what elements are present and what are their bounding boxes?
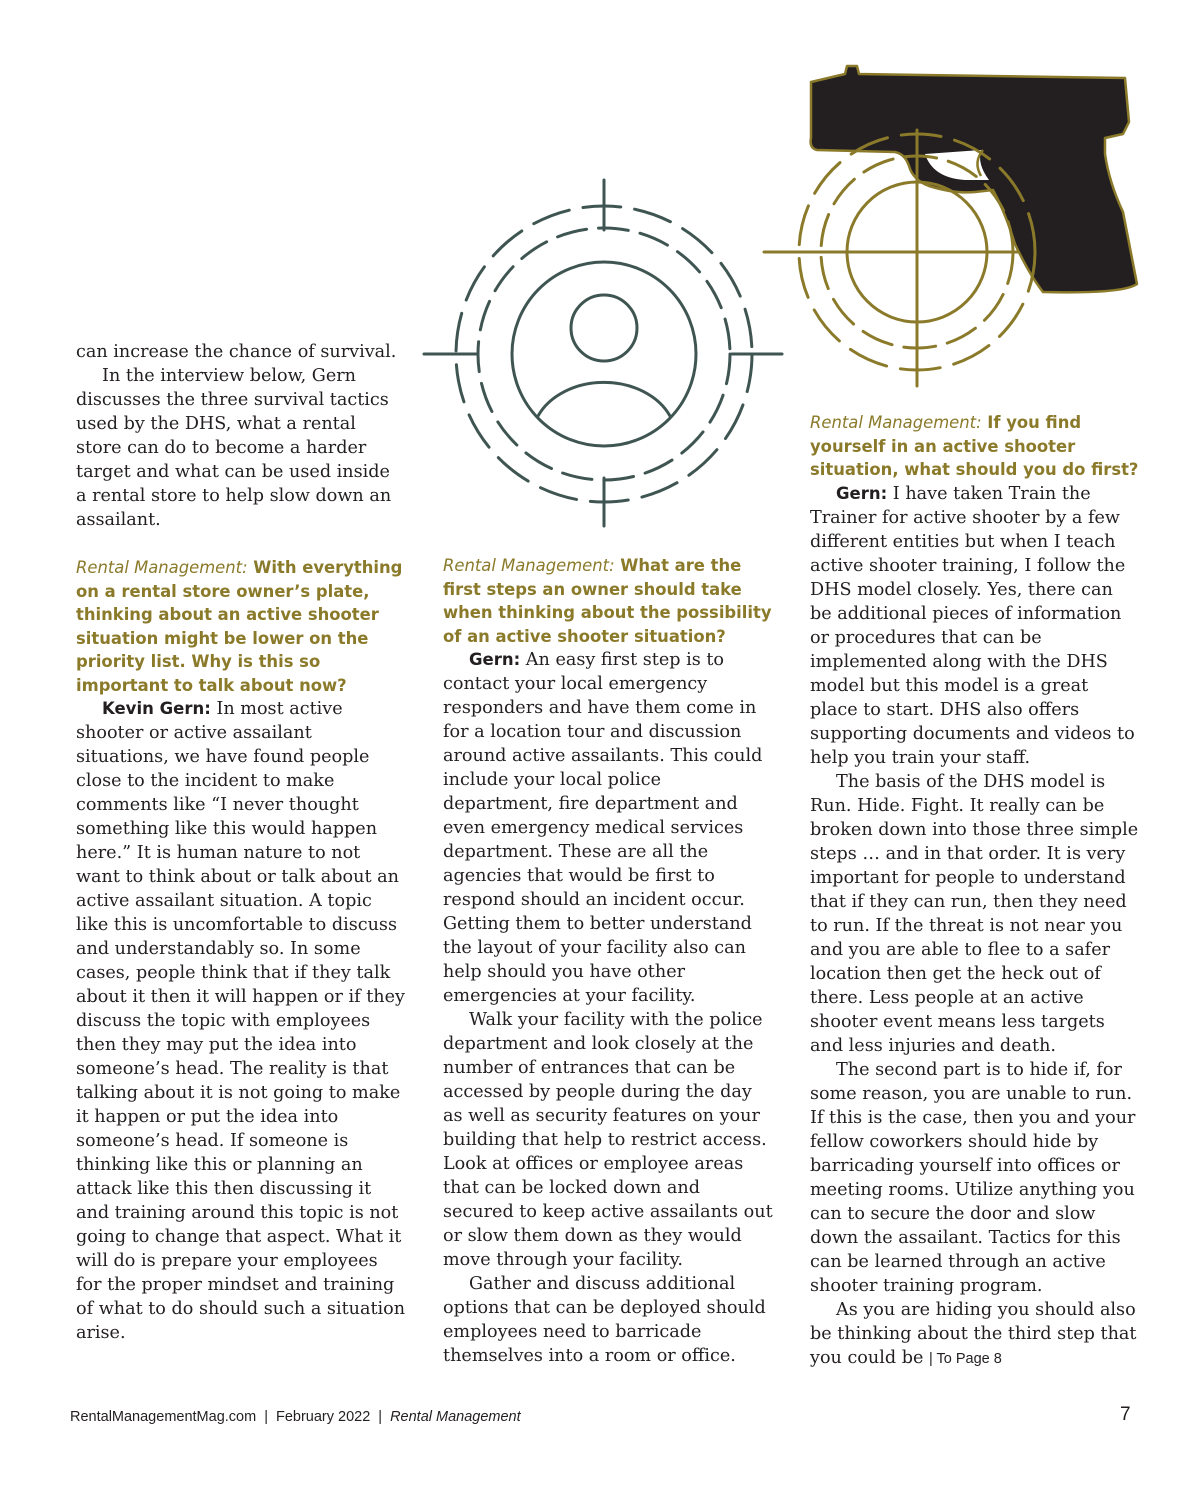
paragraph: [810, 1298, 1140, 1371]
question-1: [76, 556, 406, 697]
question-3: [810, 411, 1140, 482]
page-footer: [70, 1409, 521, 1425]
speaker-name: Kevin Gern:: [102, 699, 211, 718]
column-2: [443, 554, 773, 1368]
answer-text: I have taken Train the Trainer for active shooter by a few different entities but when I teach active shooter training, I follow the DHS model closely. Yes, there can be additional pieces of information or procedures that can be implemented along with the DHS model but this model is a great place to start. DHS also offers supporting documents and videos to help you train your staff.: [810, 483, 1135, 768]
middle-dashed-ring: [478, 228, 730, 480]
answer-3: [810, 482, 1140, 770]
column-3: [810, 411, 1140, 1371]
outer-dashed-ring: [456, 206, 752, 502]
person-shoulders: [538, 382, 670, 416]
footer-publication: Rental Management: [390, 1409, 521, 1425]
continued-link[interactable]: | To Page 8: [928, 1350, 1002, 1367]
question-text: If you find yourself in an active shooter situation, what should you do first?: [810, 413, 1139, 479]
footer-date: February 2022: [275, 1409, 371, 1425]
paragraph-text: As you are hiding you should also be thinking about the third step that you could be: [810, 1299, 1137, 1368]
paragraph: The basis of the DHS model is Run. Hide. Fight. It really can be broken down into those three simple steps … and in that order. It is very important for people to understand that if they can run, then they need to run. If the threat is not near you and you are able to flee to a safer location then get the heck out of there. Less people at an active shooter event means less targets and less injuries and death.: [810, 771, 1139, 1056]
column-1: [76, 340, 406, 1345]
question-text: What are the first steps an owner should take when thinking about the possibility of an active shooter situation?: [443, 556, 772, 646]
paragraph: The second part is to hide if, for some reason, you are unable to run. If this is the case, then you and your fellow coworkers should hide by barricading yourself into offices or meeting rooms. Utilize anything you can to secure the door and slow down the assailant. Tactics for this can be learned through an active shooter training program.: [810, 1059, 1136, 1296]
question-label: Rental Management:: [443, 556, 615, 575]
speaker-name: Gern:: [836, 483, 888, 503]
answer-text: An easy first step is to contact your local emergency responders and have them come in for a location tour and discussion around active assailants. This could include your local police department, fire department and even emergency medical services department. These are all the agencies that would be first to respond should an incident occur. Getting them to better understand the layout of your facility also can help should you have other emergencies at your facility.: [443, 650, 763, 1006]
speaker-name: Gern:: [469, 650, 521, 669]
answer-1: [76, 697, 406, 1345]
answer-2: [443, 648, 773, 1008]
question-label: Rental Management:: [76, 558, 248, 577]
person-crosshair-icon: [420, 178, 790, 530]
inner-ring: [512, 262, 696, 446]
answer-text: In most active shooter or active assailant situations, we have found people close to the incident to make comments like “I never thought something like this would happen here.” It is human nature to not want to think about or talk about an active assailant situation. A topic like this is uncomfortable to discuss and understandably so. In some cases, people think that if they talk about it then it will happen or if they discuss the topic with employees then they may put the idea into someone’s head. The reality is that talking about it is not going to make it happen or put the idea into someone’s head. If someone is thinking like this or planning an attack like this then discussing it and training around this topic is not going to change that aspect. What it will do is prepare your employees for the proper mindset and training of what to do should such a situation arise.: [76, 699, 406, 1343]
page-number: 7: [1120, 1404, 1131, 1425]
paragraph: Walk your facility with the police department and look closely at the number of entrances that can be accessed by people during the day as well as security features on your building that help to restrict access. Look at offices or employee areas that can be locked down and secured to keep active assailants out or slow them down as they would move through your facility.: [443, 1010, 773, 1270]
question-label: Rental Management:: [810, 413, 982, 432]
person-head: [571, 295, 637, 361]
footer-separator: |: [264, 1409, 268, 1425]
footer-site[interactable]: RentalManagementMag.com: [70, 1409, 257, 1425]
question-2: [443, 554, 773, 648]
question-text: With everything on a rental store owner’s plate, thinking about an active shooter situation might be lower on the priority list. Why is this so important to talk about now?: [76, 558, 403, 695]
paragraph: In the interview below, Gern discusses the three survival tactics used by the DHS, what a rental store can do to become a harder target and what can be used inside a rental store to help slow down an assailant.: [76, 366, 392, 530]
paragraph: Gather and discuss additional options that can be deployed should employees need to barricade themselves into a room or office.: [443, 1274, 766, 1366]
paragraph: can increase the chance of survival.: [76, 342, 397, 362]
gold-crosshair-icon: [762, 120, 1042, 392]
footer-separator: |: [378, 1409, 383, 1425]
